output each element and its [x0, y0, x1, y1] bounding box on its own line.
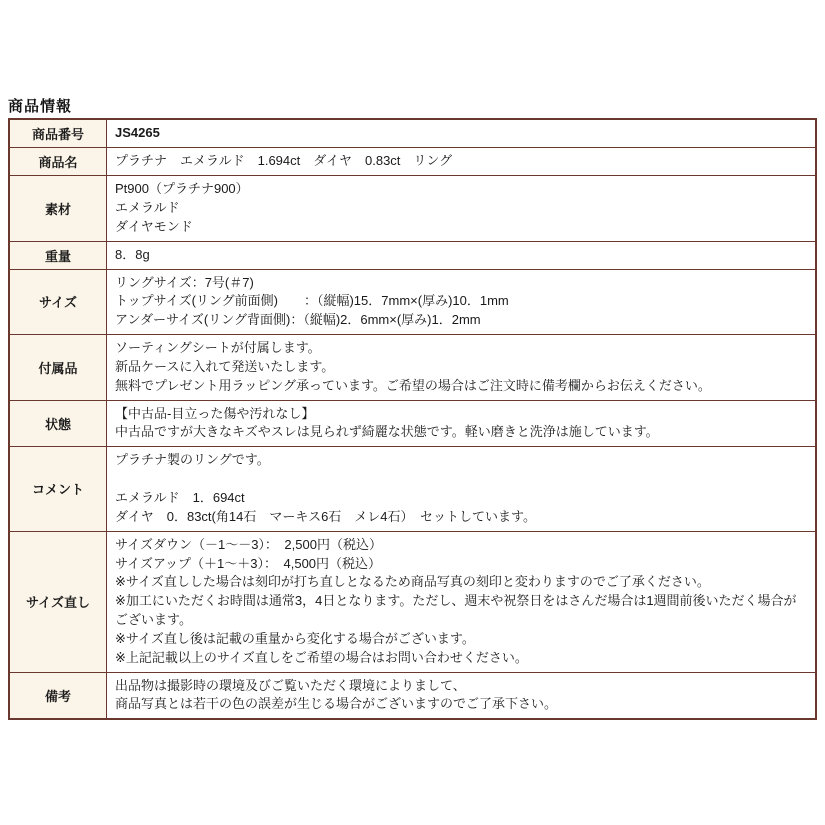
row-label: 備考 — [9, 672, 107, 719]
row-value-line: ダイヤ 0．83ct(角14石 マーキス6石 メレ4石） セットしています。 — [115, 508, 536, 524]
table-row-material — [9, 176, 816, 242]
table-row-product-number — [9, 119, 816, 148]
row-value — [107, 447, 817, 531]
row-label: 素材 — [9, 176, 107, 242]
row-value-line: ソーティングシートが付属します。 — [115, 340, 321, 356]
row-value-line: 【中古品-目立った傷や汚れなし】 — [115, 405, 315, 421]
row-value-line: エメラルド 1．694ct — [115, 489, 245, 505]
row-value — [107, 241, 817, 269]
table-row-accessories — [9, 335, 816, 401]
row-value — [107, 531, 817, 672]
row-value-line: JS4265 — [115, 125, 160, 141]
row-value — [107, 119, 817, 148]
row-value-line: プラチナ エメラルド 1.694ct ダイヤ 0.83ct リング — [115, 153, 453, 169]
row-label: 状態 — [9, 400, 107, 447]
row-value-line: プラチナ製のリングです。 — [115, 452, 270, 468]
row-value-line: アンダーサイズ(リング背面側)：（縦幅)2．6mm×(厚み)1．2mm — [115, 312, 481, 328]
row-value-line: ※サイズ直し後は記載の重量から変化する場合がございます。 — [115, 630, 475, 646]
row-value — [107, 148, 817, 176]
row-value-line: 8．8g — [115, 246, 150, 262]
row-value-line: トップサイズ(リング前面側) ：（縦幅)15．7mm×(厚み)10．1mm — [115, 293, 509, 309]
row-value-line: リングサイズ：7号(＃7) — [115, 274, 254, 290]
table-row-resizing — [9, 531, 816, 672]
table-row-size — [9, 269, 816, 335]
table-row-weight — [9, 241, 816, 269]
row-value-line: 出品物は撮影時の環境及びご覧いただく環境によりまして、 — [115, 677, 466, 693]
row-label: 付属品 — [9, 335, 107, 401]
table-row-comment — [9, 447, 816, 531]
row-value — [107, 672, 817, 719]
row-value-line: エメラルド — [115, 199, 180, 215]
row-value-line: ※上記記載以上のサイズ直しをご希望の場合はお問い合わせください。 — [115, 649, 528, 665]
row-value-line: Pt900（プラチナ900） — [115, 181, 249, 196]
row-label: サイズ — [9, 269, 107, 335]
row-value-line: サイズアップ（＋1～＋3）： 4,500円（税込） — [115, 555, 382, 571]
row-value-line: 商品写真とは若干の色の誤差が生じる場合がございますのでご了承下さい。 — [115, 696, 558, 712]
row-value-line: 中古品ですが大きなキズやスレは見られず綺麗な状態です。軽い磨きと洗浄は施しています。 — [115, 424, 659, 440]
row-value-line: ダイヤモンド — [115, 218, 193, 234]
table-row-condition — [9, 400, 816, 447]
row-value — [107, 400, 817, 447]
row-value-line: ※サイズ直しした場合は刻印が打ち直しとなるため商品写真の刻印と変わりますのでご了承ください。 — [115, 574, 710, 590]
row-value-line: ※加工にいただくお時間は通常3，4日となります。ただし、週末や祝祭日をはさんだ場合は1週間前後いただく場合がございます。 — [115, 593, 797, 628]
product-info-table — [8, 118, 817, 720]
table-row-notes — [9, 672, 816, 719]
row-value-line: サイズダウン（－1～－3）： 2,500円（税込） — [115, 536, 382, 552]
row-value-line — [115, 470, 807, 489]
table-row-product-name — [9, 148, 816, 176]
row-value-line: 新品ケースに入れて発送いたします。 — [115, 358, 335, 374]
row-label: サイズ直し — [9, 531, 107, 672]
page-title: 商品情報 — [8, 98, 73, 115]
row-label: 商品番号 — [9, 119, 107, 148]
row-value-line: 無料でプレゼント用ラッピング承っています。ご希望の場合はご注文時に備考欄からお伝えください。 — [115, 377, 711, 393]
row-label: 重量 — [9, 241, 107, 269]
row-label: 商品名 — [9, 148, 107, 176]
row-label: コメント — [9, 447, 107, 531]
row-value — [107, 269, 817, 335]
row-value — [107, 335, 817, 401]
row-value — [107, 176, 817, 242]
